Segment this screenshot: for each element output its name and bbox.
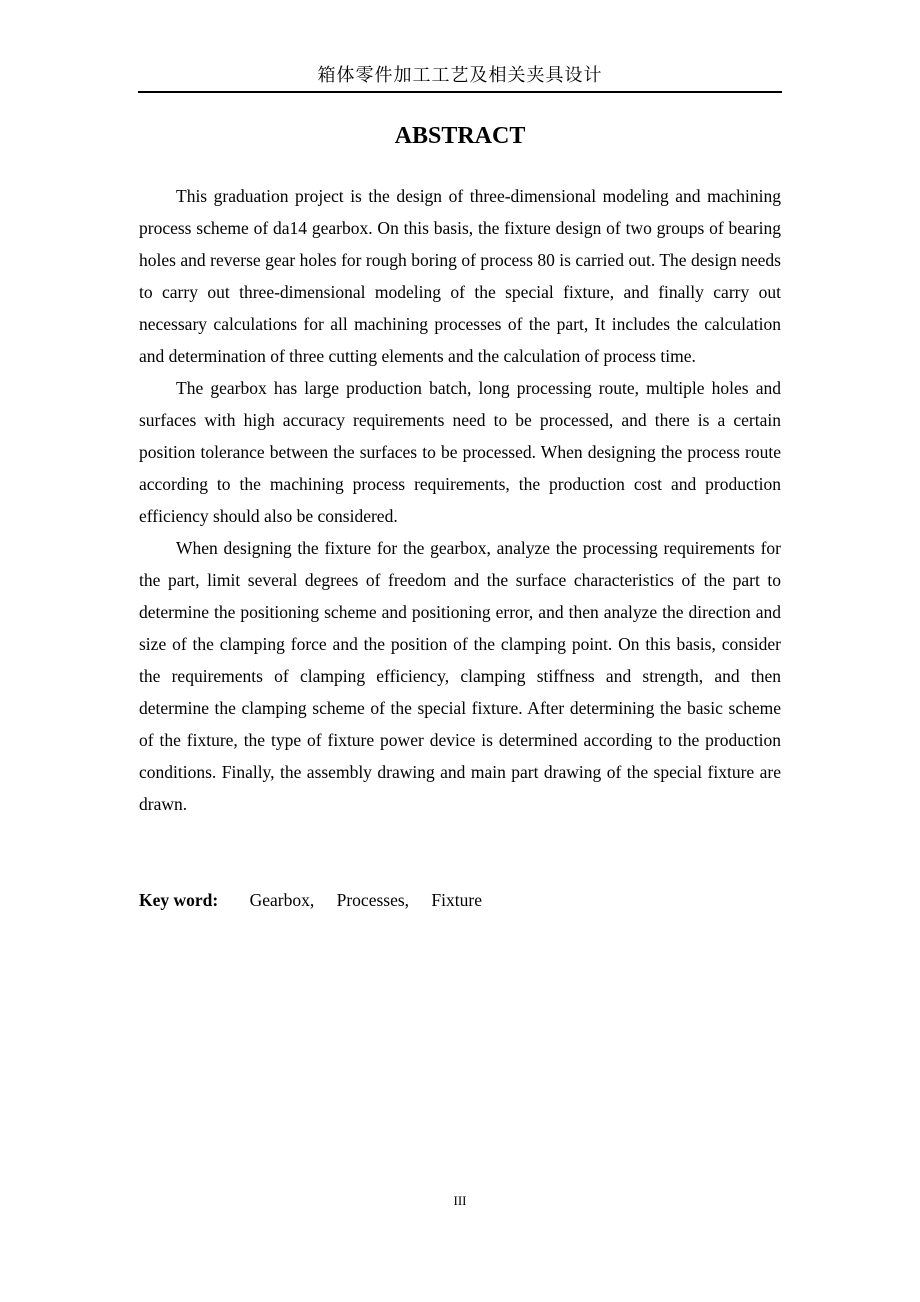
keyword-term: Fixture [431, 890, 482, 910]
keywords-line [139, 884, 781, 916]
keyword-separator: , [404, 890, 410, 910]
abstract-paragraph: The gearbox has large production batch, long processing route, multiple holes and surfaces with high accuracy requirements need to be processed, and there is a certain position tolerance between the surfaces to be processed. When designing the process route according to the machining process requirements, the production cost and production efficiency should also be considered. [139, 378, 781, 526]
abstract-body [139, 180, 781, 820]
keywords-label: Key word: [139, 890, 219, 910]
running-header-title: 箱体零件加工工艺及相关夹具设计 [317, 65, 603, 86]
keyword-term: Gearbox [249, 890, 310, 910]
abstract-paragraph: This graduation project is the design of three-dimensional modeling and machining process scheme of da14 gearbox. On this basis, the fixture design of two groups of bearing holes and reverse gear holes for rough boring of process 80 is carried out. The design needs to carry out three-dimensional modeling of the special fixture, and finally carry out necessary calculations for all machining processes of the part, It includes the calculation and determination of three cutting elements and the calculation of process time. [139, 186, 781, 366]
abstract-paragraph: When designing the fixture for the gearbox, analyze the processing requirements for the part, limit several degrees of freedom and the surface characteristics of the part to determine the positioning scheme and positioning error, and then analyze the direction and size of the clamping force and the position of the clamping point. On this basis, consider the requirements of clamping efficiency, clamping stiffness and strength, and then determine the clamping scheme of the special fixture. After determining the basic scheme of the fixture, the type of fixture power device is determined according to the production conditions. Finally, the assembly drawing and main part drawing of the special fixture are drawn. [139, 538, 781, 814]
keyword-term: Processes [336, 890, 405, 910]
header-divider [138, 91, 782, 93]
page-number: III [453, 1193, 467, 1208]
keyword-separator: , [309, 890, 315, 910]
abstract-heading: ABSTRACT [394, 123, 526, 149]
